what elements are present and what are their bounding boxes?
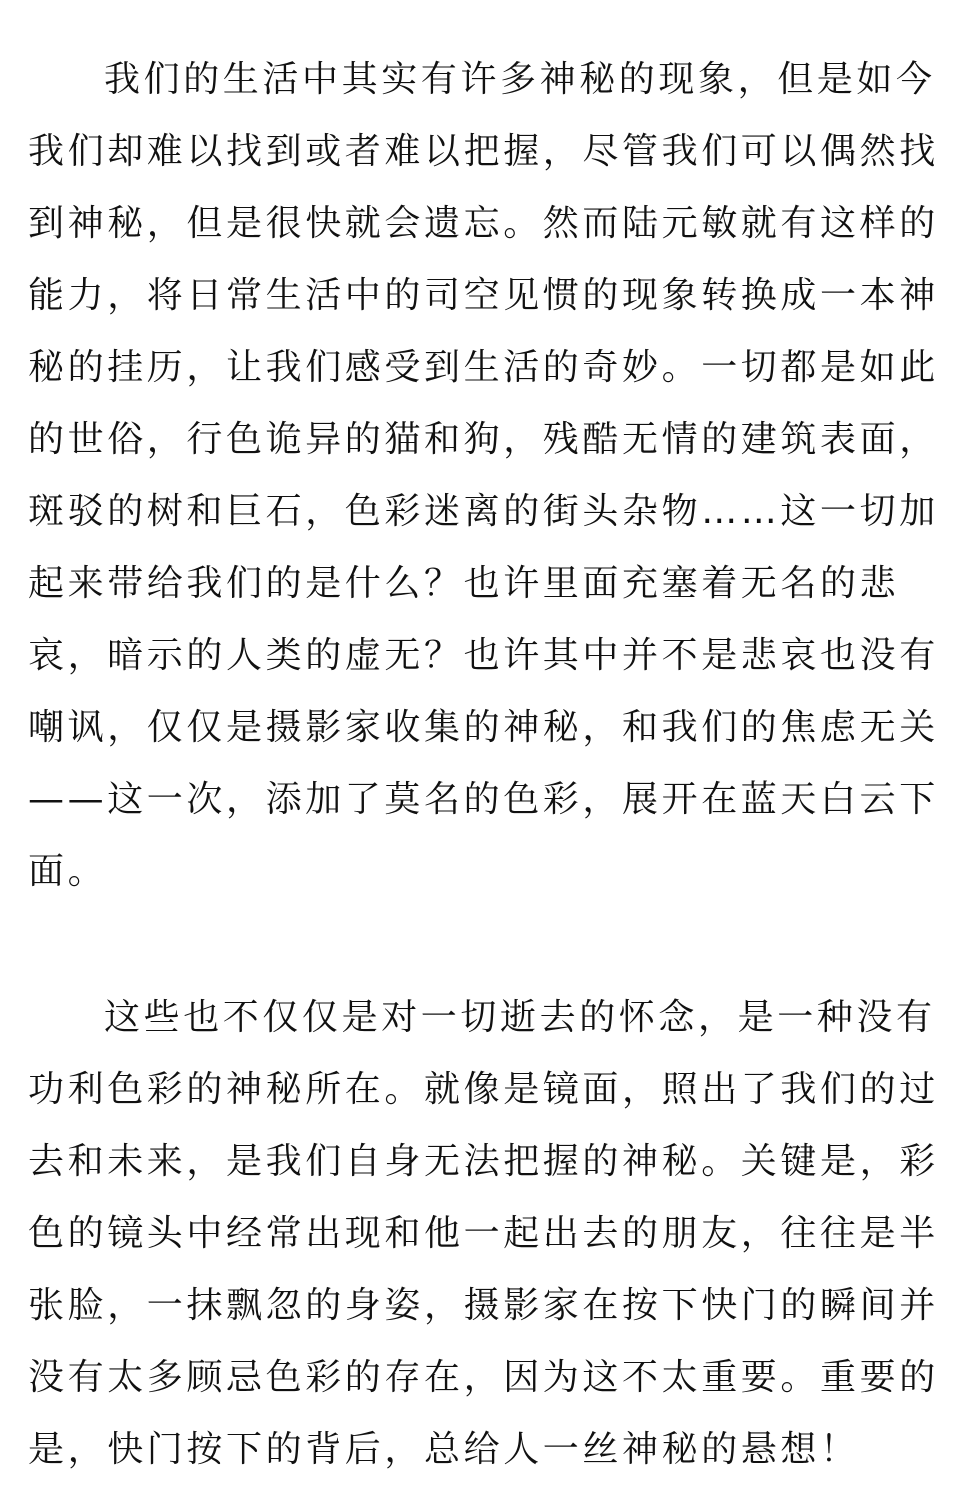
paragraph-gap (28, 908, 954, 982)
text-line: 这些也不仅仅是对一切逝去的怀念，是一种没有 (104, 997, 936, 1038)
text-line: ——这一次，添加了莫名的色彩，展开在蓝天白云下 (28, 779, 939, 820)
text-line: 我们却难以找到或者难以把握，尽管我们可以偶然找 (28, 131, 939, 172)
text-line: 功利色彩的神秘所在。就像是镜面，照出了我们的过 (28, 1069, 939, 1110)
text-line: 的世俗，行色诡异的猫和狗，残酷无情的建筑表面， (28, 419, 939, 460)
paragraph-1 (28, 44, 954, 908)
text-line: 能力，将日常生活中的司空见惯的现象转换成一本神 (28, 275, 939, 316)
text-line: 哀，暗示的人类的虚无？也许其中并不是悲哀也没有 (28, 635, 939, 676)
text-line: 我们的生活中其实有许多神秘的现象，但是如今 (104, 59, 936, 100)
text-line: 嘲讽，仅仅是摄影家收集的神秘，和我们的焦虑无关 (28, 707, 939, 748)
text-line: 色的镜头中经常出现和他一起出去的朋友，往往是半 (28, 1213, 939, 1254)
text-line: 张脸，一抹飘忽的身姿，摄影家在按下快门的瞬间并 (28, 1285, 939, 1326)
text-line: 秘的挂历，让我们感受到生活的奇妙。一切都是如此 (28, 347, 939, 388)
text-line: 去和未来，是我们自身无法把握的神秘。关键是，彩 (28, 1141, 939, 1182)
text-line: 到神秘，但是很快就会遗忘。然而陆元敏就有这样的 (28, 203, 939, 244)
text-line: 面。 (28, 851, 108, 892)
text-line: 是，快门按下的背后，总给人一丝神秘的悬想！ (28, 1429, 860, 1470)
text-line: 起来带给我们的是什么？也许里面充塞着无名的悲 (28, 563, 900, 604)
text-line: 斑驳的树和巨石，色彩迷离的街头杂物……这一切加 (28, 491, 939, 532)
paragraph-2 (28, 982, 954, 1486)
text-line: 没有太多顾忌色彩的存在，因为这不太重要。重要的 (28, 1357, 939, 1398)
